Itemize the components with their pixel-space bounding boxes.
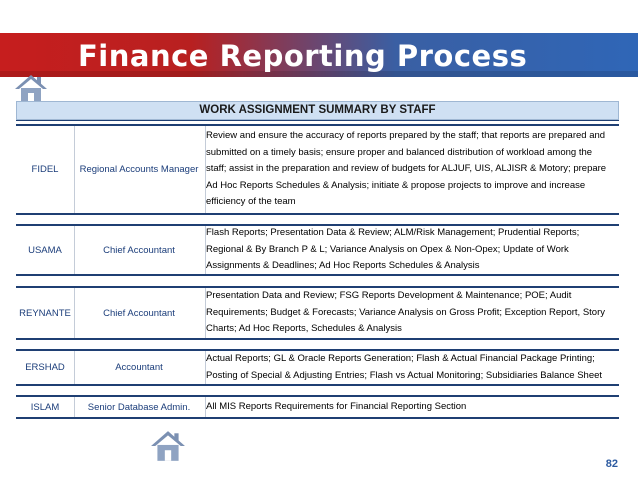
assignment-description: Review and ensure the accuracy of reports prepared by the staff; that reports are prepared and submitted on a timely basis; ensure proper and balanced distribution of workload among the staff; assist in the preparation and review of budgets for ALJUF, UIS, ALJISR & Motory; prepare Ad Hoc Reports Schedules & Analysis; initiate & propose projects to improve and increase efficiency of the team <box>206 130 607 208</box>
assignment-description: Flash Reports; Presentation Data & Review; ALM/Risk Management; Prudential Reports; Regional & By Branch P & L; Variance Analysis on Opex & Non-Opex; Update of Work Assignments & Deadlines; Ad Hoc Reports Schedules & Analysis <box>206 227 580 272</box>
assignment-description: Actual Reports; GL & Oracle Reports Generation; Flash & Actual Financial Package Printing; Posting of Special & Adjusting Entries; Flash vs Actual Monitoring; Subsidiaries Balance Sheet <box>206 353 603 381</box>
table-row <box>16 286 619 340</box>
staff-name: ISLAM <box>30 401 60 413</box>
staff-role: Chief Accountant <box>103 307 175 319</box>
staff-role: Regional Accounts Manager <box>79 164 199 175</box>
table-row <box>16 349 619 386</box>
staff-role: Chief Accountant <box>103 244 175 256</box>
assignment-description: All MIS Reports Requirements for Financial Reporting Section <box>206 400 467 412</box>
staff-name: USAMA <box>28 244 62 256</box>
page-number: 82 <box>605 458 618 470</box>
staff-name: REYNANTE <box>19 307 71 319</box>
staff-role: Accountant <box>115 362 163 373</box>
staff-role: Senior Database Admin. <box>87 401 191 413</box>
home-icon[interactable] <box>150 430 186 462</box>
slide-title: Finance Reporting Process <box>78 39 528 73</box>
assignment-description: Presentation Data and Review; FSG Reports Development & Maintenance; POE; Audit Requirements; Budget & Forecasts; Variance Analysis on Gross Profit; Exception Report, Story Charts; Ad Hoc Reports, Schedules & Analysis <box>206 290 606 335</box>
table-row <box>16 124 619 215</box>
table-row <box>16 224 619 276</box>
staff-name: FIDEL <box>31 164 59 175</box>
table-header: WORK ASSIGNMENT SUMMARY BY STAFF <box>16 101 619 120</box>
home-icon[interactable] <box>14 74 48 104</box>
staff-name: ERSHAD <box>25 362 65 373</box>
table-row <box>16 395 619 419</box>
